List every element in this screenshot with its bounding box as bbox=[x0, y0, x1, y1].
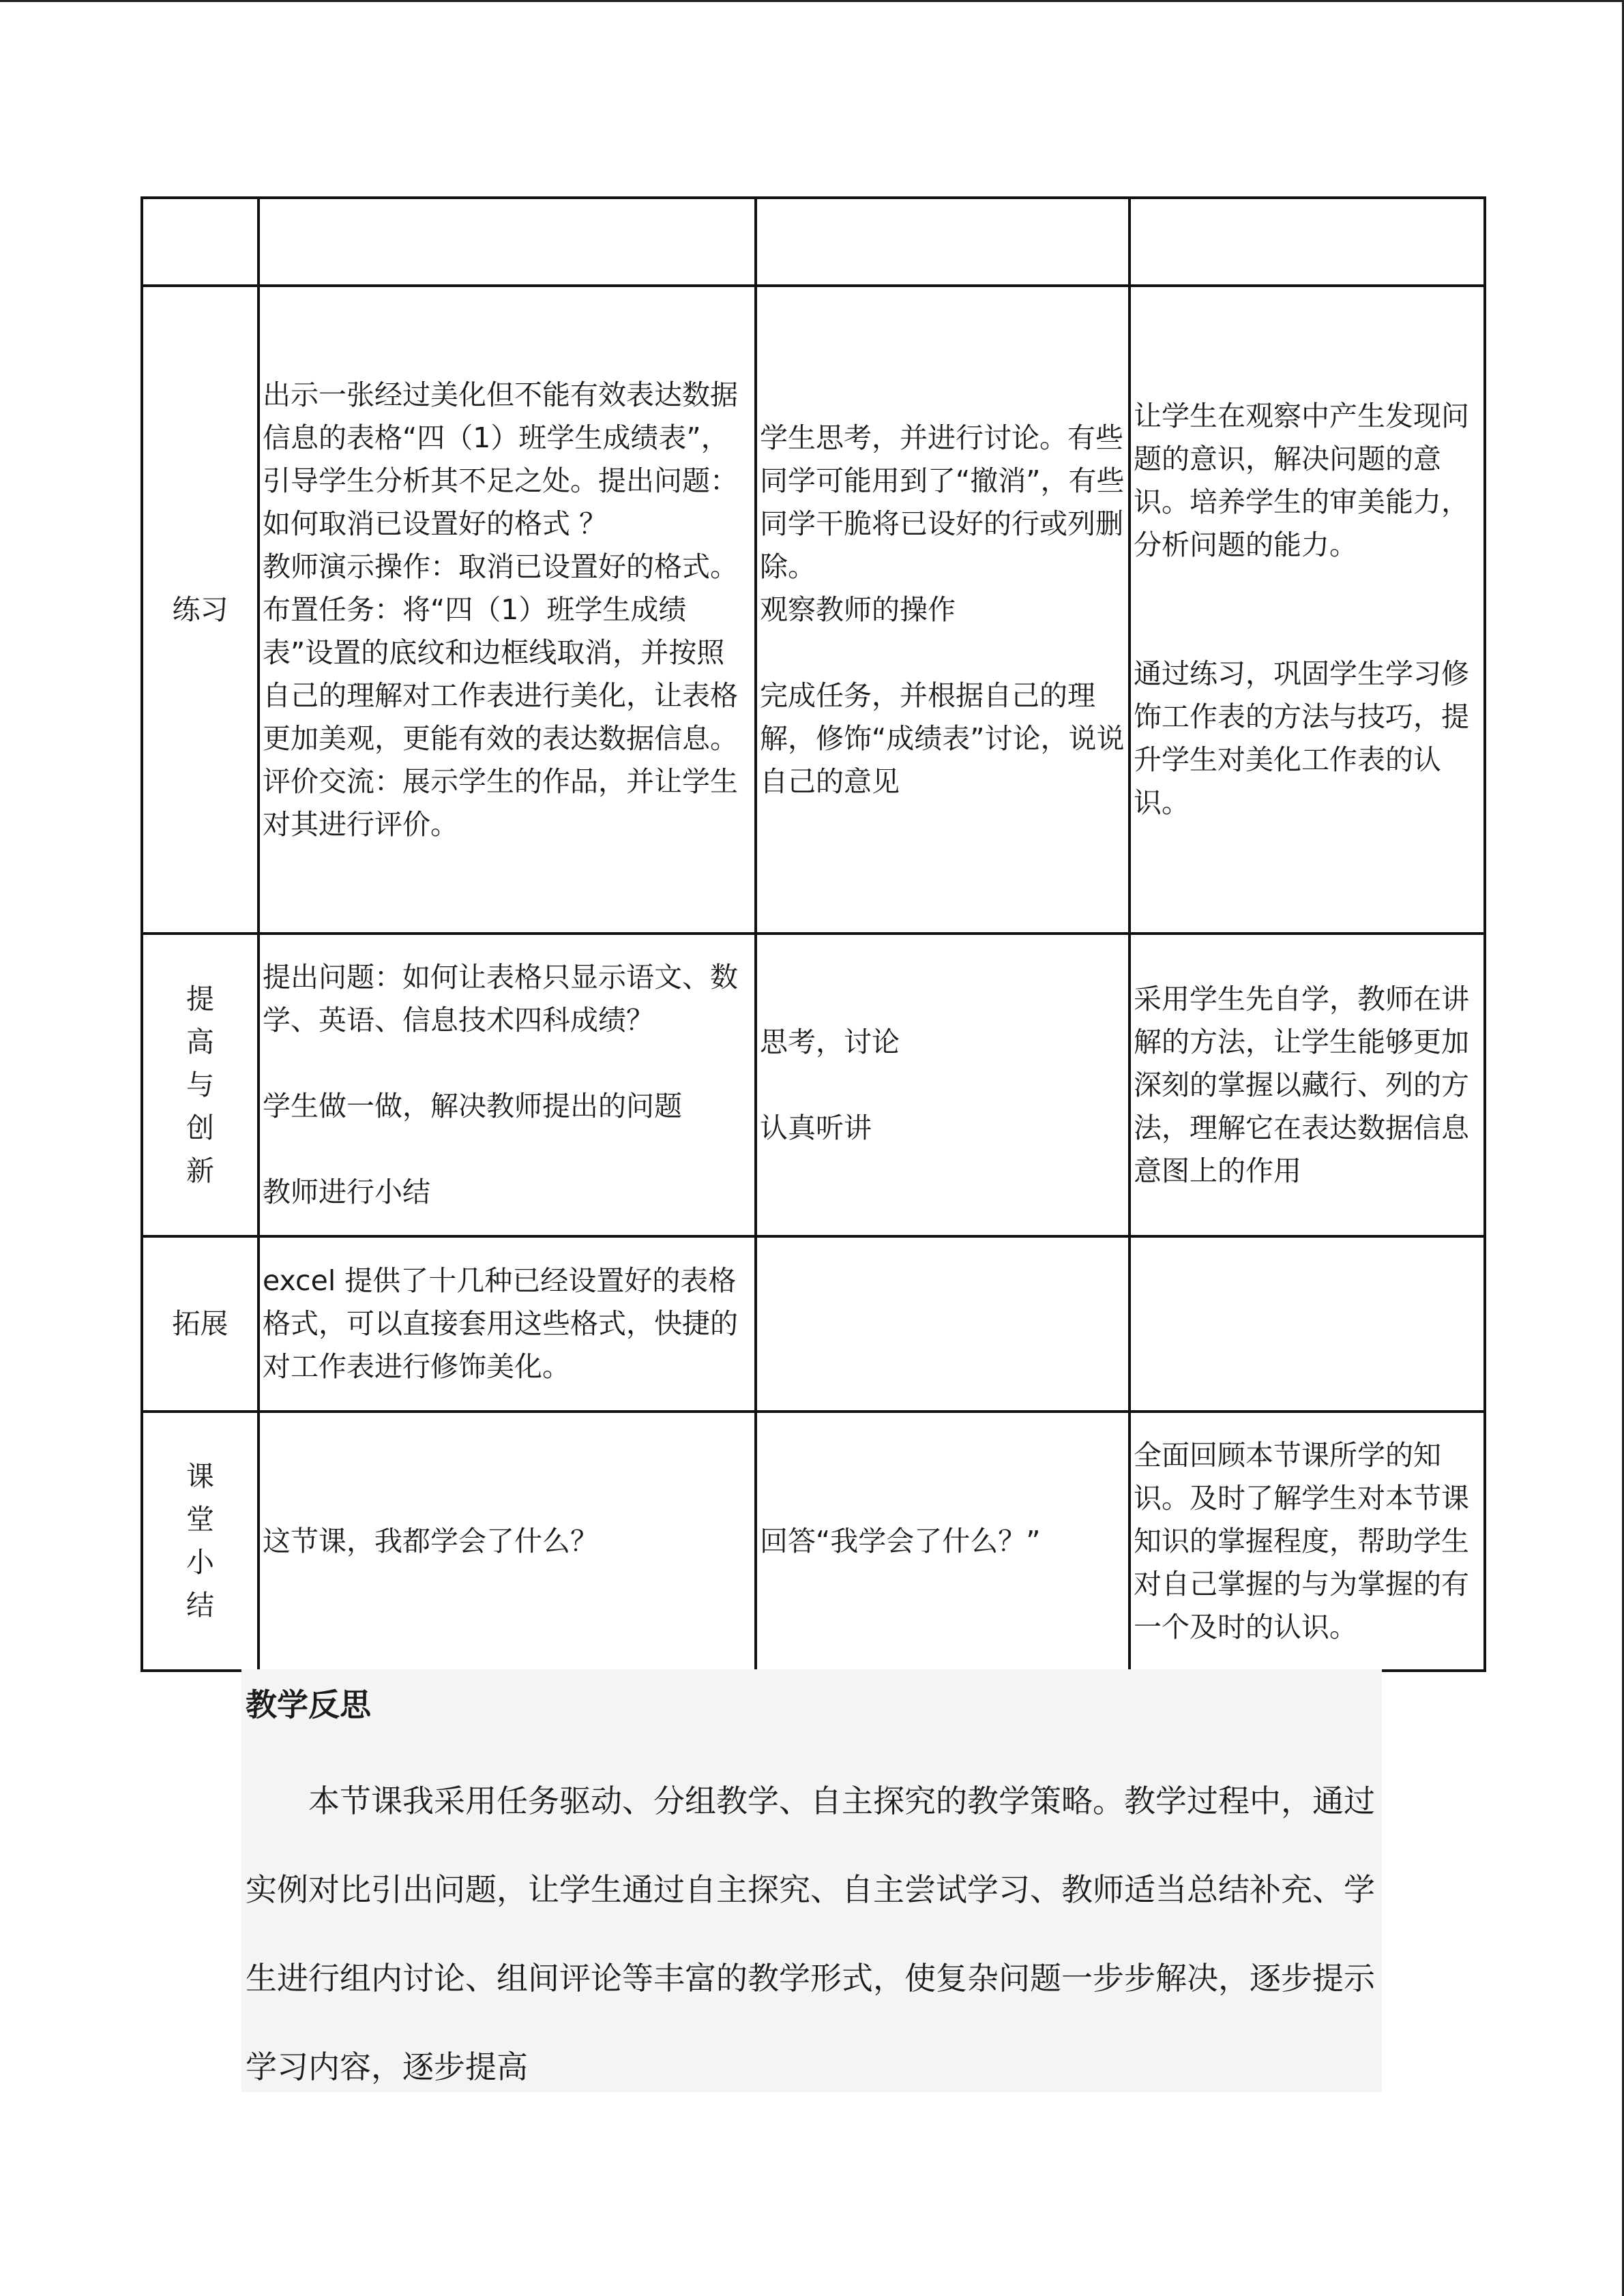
page-border-top bbox=[0, 0, 1624, 2]
student-activity-text: 回答“我学会了什么？” bbox=[760, 1524, 1041, 1557]
stage-label: 拓展 bbox=[172, 1307, 228, 1340]
teacher-activity-text: 评价交流：展示学生的作品，并让学生对其进行评价。 bbox=[263, 764, 738, 841]
design-intent-cell bbox=[1130, 934, 1485, 1236]
teacher-activity-text: 这节课，我都学会了什么？ bbox=[263, 1524, 598, 1557]
stage-label: 提高与创新 bbox=[186, 982, 214, 1187]
teacher-activity-cell bbox=[259, 1412, 756, 1671]
teacher-activity-text: 学生做一做，解决教师提出的问题 bbox=[263, 1090, 682, 1122]
reflection-body: 本节课我采用任务驱动、分组教学、自主探究的教学策略。教学过程中，通过实例对比引出问题，让学生通过自主探究、自主尝试学习、教师适当总结补充、学生进行组内讨论、组间评论等丰富的教学形式，使复杂问题一步步解决，逐步提示学习内容，逐步提高 bbox=[246, 1783, 1375, 2085]
design-intent-text: 通过练习，巩固学生学习修饰工作表的方法与技巧，提升学生对美化工作表的认识。 bbox=[1134, 657, 1469, 819]
student-activity-text: 认真听讲 bbox=[760, 1111, 872, 1144]
student-activity-cell bbox=[756, 934, 1130, 1236]
spacer bbox=[1134, 567, 1481, 610]
stage-label: 练习 bbox=[172, 593, 228, 626]
design-intent-text: 让学生在观察中产生发现问题的意识，解决问题的意识。培养学生的审美能力，分析问题的能力。 bbox=[1134, 400, 1469, 561]
student-activity-text: 完成任务，并根据自己的理解，修饰“成绩表”讨论，说说自己的意见 bbox=[760, 679, 1125, 798]
teaching-reflection-section bbox=[241, 1669, 1382, 2092]
table-row bbox=[142, 934, 1485, 1236]
reflection-title: 教学反思 bbox=[246, 1686, 371, 1723]
teacher-activity-cell bbox=[259, 198, 756, 286]
teacher-activity-text: 出示一张经过美化但不能有效表达数据信息的表格“四（1）班学生成绩表”，引导学生分析其不足之处。提出问题：如何取消已设置好的格式 ？ bbox=[263, 378, 738, 540]
teacher-activity-text: 布置任务：将“四（1）班学生成绩表”设置的底纹和边框线取消，并按照自己的理解对工作表进行美化，让表格更加美观，更能有效的表达数据信息。 bbox=[263, 593, 738, 755]
design-intent-cell bbox=[1130, 1412, 1485, 1671]
table-row bbox=[142, 1236, 1485, 1412]
spacer bbox=[760, 1064, 1125, 1107]
teacher-activity-text: 教师进行小结 bbox=[263, 1176, 430, 1208]
teacher-activity-text: excel 提供了十几种已经设置好的表格格式，可以直接套用这些格式，快捷的对工作表进行修饰美化。 bbox=[263, 1264, 738, 1383]
stage-cell bbox=[142, 1236, 259, 1412]
table-row bbox=[142, 198, 1485, 286]
teacher-activity-cell bbox=[259, 1236, 756, 1412]
spacer bbox=[263, 1128, 752, 1171]
student-activity-text: 观察教师的操作 bbox=[760, 593, 956, 626]
spacer bbox=[760, 631, 1125, 674]
teacher-activity-text: 教师演示操作：取消已设置好的格式。 bbox=[263, 550, 738, 583]
stage-label: 课堂小结 bbox=[186, 1460, 214, 1622]
student-activity-text: 思考，讨论 bbox=[760, 1025, 900, 1058]
stage-cell bbox=[142, 934, 259, 1236]
lesson-plan-table bbox=[141, 196, 1486, 1672]
student-activity-cell bbox=[756, 1236, 1130, 1412]
design-intent-cell bbox=[1130, 198, 1485, 286]
design-intent-cell bbox=[1130, 286, 1485, 934]
spacer bbox=[1134, 610, 1481, 653]
teacher-activity-text: 提出问题：如何让表格只显示语文、数学、英语、信息技术四科成绩？ bbox=[263, 961, 738, 1037]
design-intent-cell bbox=[1130, 1236, 1485, 1412]
stage-cell bbox=[142, 198, 259, 286]
design-intent-text: 采用学生先自学，教师在讲解的方法，让学生能够更加深刻的掌握以藏行、列的方法，理解它在表达数据信息意图上的作用 bbox=[1134, 982, 1469, 1187]
teacher-activity-cell bbox=[259, 286, 756, 934]
student-activity-cell bbox=[756, 1412, 1130, 1671]
table-row bbox=[142, 286, 1485, 934]
stage-cell bbox=[142, 286, 259, 934]
student-activity-cell bbox=[756, 286, 1130, 934]
student-activity-cell bbox=[756, 198, 1130, 286]
teacher-activity-cell bbox=[259, 934, 756, 1236]
table-row bbox=[142, 1412, 1485, 1671]
stage-cell bbox=[142, 1412, 259, 1671]
design-intent-text: 全面回顾本节课所学的知识。及时了解学生对本节课知识的掌握程度，帮助学生对自己掌握的与为掌握的有一个及时的认识。 bbox=[1134, 1438, 1469, 1643]
spacer bbox=[263, 1042, 752, 1085]
student-activity-text: 学生思考，并进行讨论。有些同学可能用到了“撤消”，有些同学干脆将已设好的行或列删除。 bbox=[760, 421, 1125, 583]
